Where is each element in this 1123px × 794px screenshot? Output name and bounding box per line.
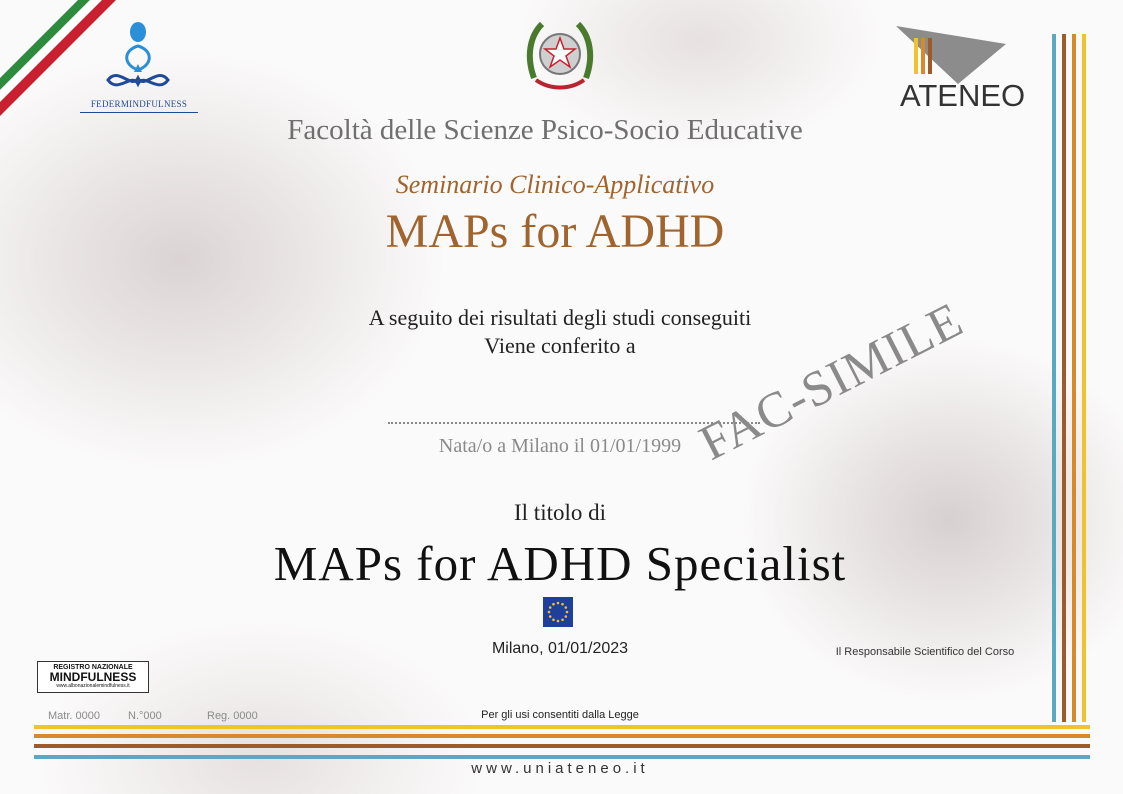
- horizontal-stripe-orange: [34, 734, 1090, 738]
- title-intro: Il titolo di: [514, 500, 606, 525]
- logo-underline: [80, 112, 198, 113]
- vertical-stripe-teal: [1052, 34, 1056, 722]
- federmindfulness-label: FEDERMINDFULNESS: [90, 99, 188, 109]
- ateneo-label: ATENEO: [900, 78, 1026, 113]
- horizontal-stripe-teal: [34, 755, 1090, 759]
- fac-simile-watermark: FAC-SIMILE: [690, 290, 972, 471]
- awarded-title: MAPs for ADHD Specialist: [273, 536, 847, 591]
- horizontal-stripe-brown: [34, 744, 1090, 748]
- course-name: MAPs for ADHD: [385, 205, 725, 258]
- horizontal-stripe-gold: [34, 725, 1090, 729]
- website-link[interactable]: www.uniateneo.it: [471, 760, 649, 777]
- conferred-line: Viene conferito a: [484, 333, 636, 358]
- italian-republic-emblem-icon: [524, 16, 596, 94]
- registro-line1: REGISTRO NAZIONALE: [53, 664, 133, 671]
- numero: N.°000: [128, 710, 162, 722]
- vertical-stripe-orange: [1072, 34, 1076, 722]
- vertical-stripe-gold: [1082, 34, 1086, 722]
- signature-label: Il Responsabile Scientifico del Corso: [835, 646, 1015, 658]
- eu-flag-icon: [543, 597, 573, 627]
- registro-nazionale-badge: [37, 661, 149, 693]
- vertical-stripe-brown: [1062, 34, 1066, 722]
- registro-number: Reg. 0000: [207, 710, 258, 722]
- birth-info: Nata/o a Milano il 01/01/1999: [438, 435, 682, 457]
- legal-use-note: Per gli usi consentiti dalla Legge: [481, 709, 639, 721]
- meditation-figure-logo-icon: [102, 20, 174, 98]
- registro-line3: www.albonazionalemindfulness.it: [56, 683, 130, 689]
- ateneo-logo-icon: [896, 26, 1008, 84]
- matricola: Matr. 0000: [48, 710, 100, 722]
- course-type: Seminario Clinico-Applicativo: [395, 170, 715, 199]
- place-date: Milano, 01/01/2023: [491, 640, 629, 657]
- registro-line2: MINDFULNESS: [49, 670, 137, 684]
- intro-line: A seguito dei risultati degli studi conseguiti: [368, 305, 752, 330]
- faculty-name: Facoltà delle Scienze Psico-Socio Educative: [287, 114, 803, 146]
